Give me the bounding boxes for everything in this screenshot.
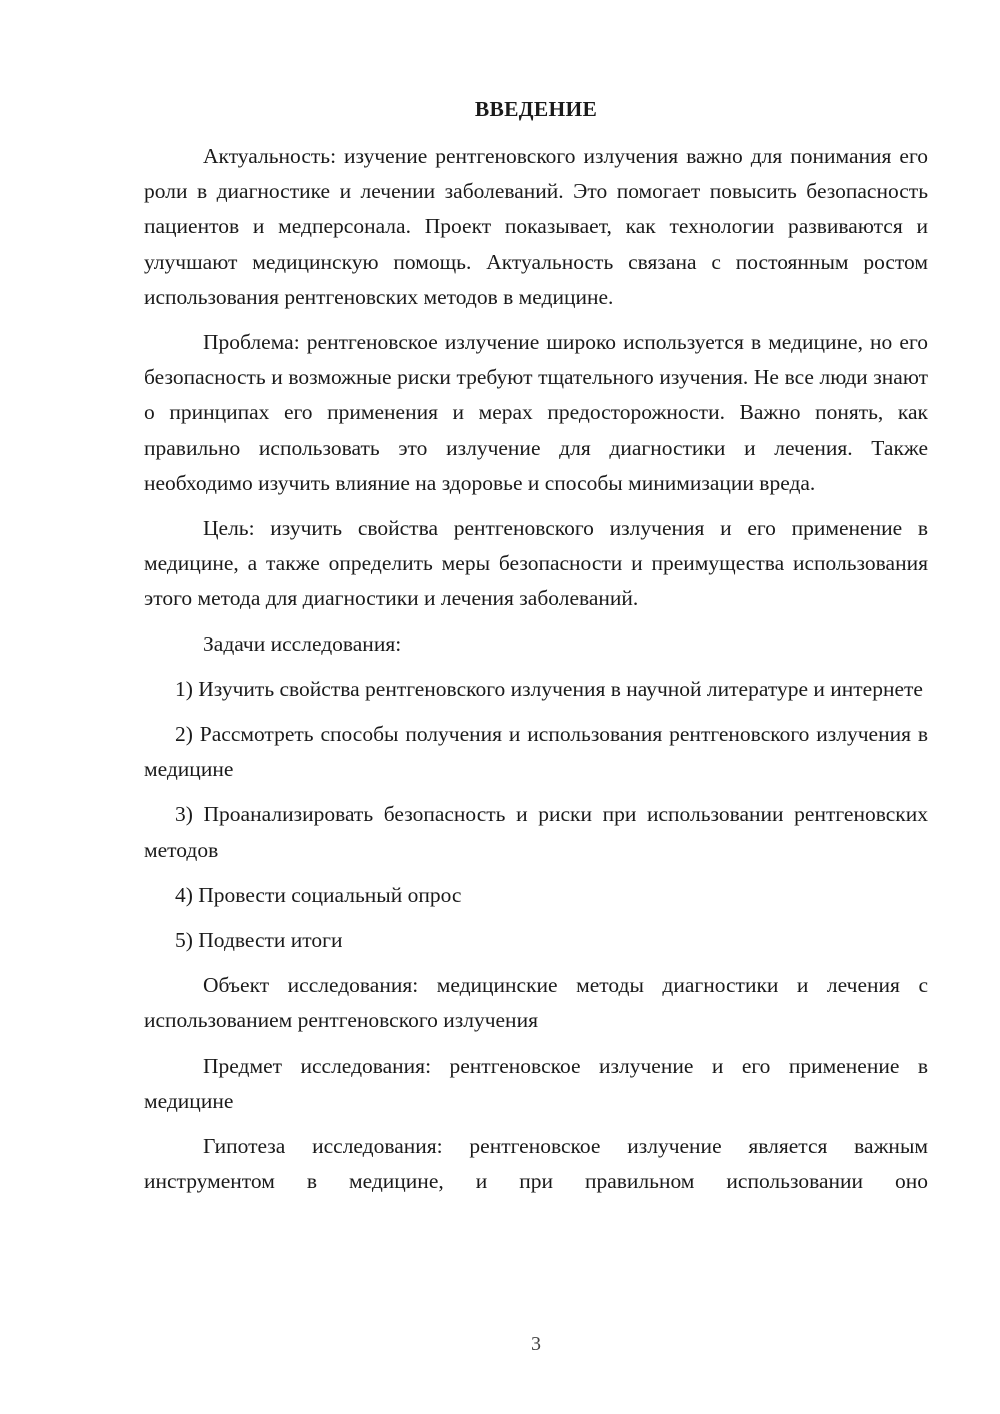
goal-paragraph: Цель: изучить свойства рентгеновского излучения и его применение в медицине, а также определить меры безопасности и преимущества использования этого метода для диагностики и лечения заболеваний. — [144, 516, 928, 611]
task-item: 3) Проанализировать безопасность и риски при использовании рентгеновских методов — [144, 802, 928, 862]
problem-paragraph: Проблема: рентгеновское излучение широко используется в медицине, но его безопасность и возможные риски требуют тщательного изучения. Не все люди знают о принципах его применения и мерах предосторожности. Важно понять, как правильно использовать это излучение для диагностики и лечения. Также необходимо изучить влияние на здоровье и способы минимизации вреда. — [144, 330, 928, 495]
task-item: 4) Провести социальный опрос — [175, 882, 462, 907]
page-number: 3 — [531, 1333, 541, 1355]
hypothesis-paragraph: Гипотеза исследования: рентгеновское излучение является важным инструментом в медицине, и при правильном использовании оно — [144, 1134, 928, 1194]
object-paragraph: Объект исследования: медицинские методы диагностики и лечения с использованием рентгеновского излучения — [144, 973, 928, 1033]
tasks-heading: Задачи исследования: — [203, 631, 402, 656]
relevance-paragraph: Актуальность: изучение рентгеновского излучения важно для понимания его роли в диагностике и лечении заболеваний. Это помогает повысить безопасность пациентов и медперсонала. Проект показывает, как технологии развиваются и улучшают медицинскую помощь. Актуальность связана с постоянным ростом использования рентгеновских методов в медицине. — [144, 144, 928, 309]
subject-paragraph: Предмет исследования: рентгеновское излучение и его применение в медицине — [144, 1053, 928, 1113]
section-title: ВВЕДЕНИЕ — [474, 97, 598, 121]
task-item: 1) Изучить свойства рентгеновского излучения в научной литературе и интернете — [175, 676, 923, 701]
page-content — [144, 92, 928, 1209]
task-item: 5) Подвести итоги — [175, 928, 343, 953]
task-item: 2) Рассмотреть способы получения и использования рентгеновского излучения в медицине — [144, 722, 928, 782]
